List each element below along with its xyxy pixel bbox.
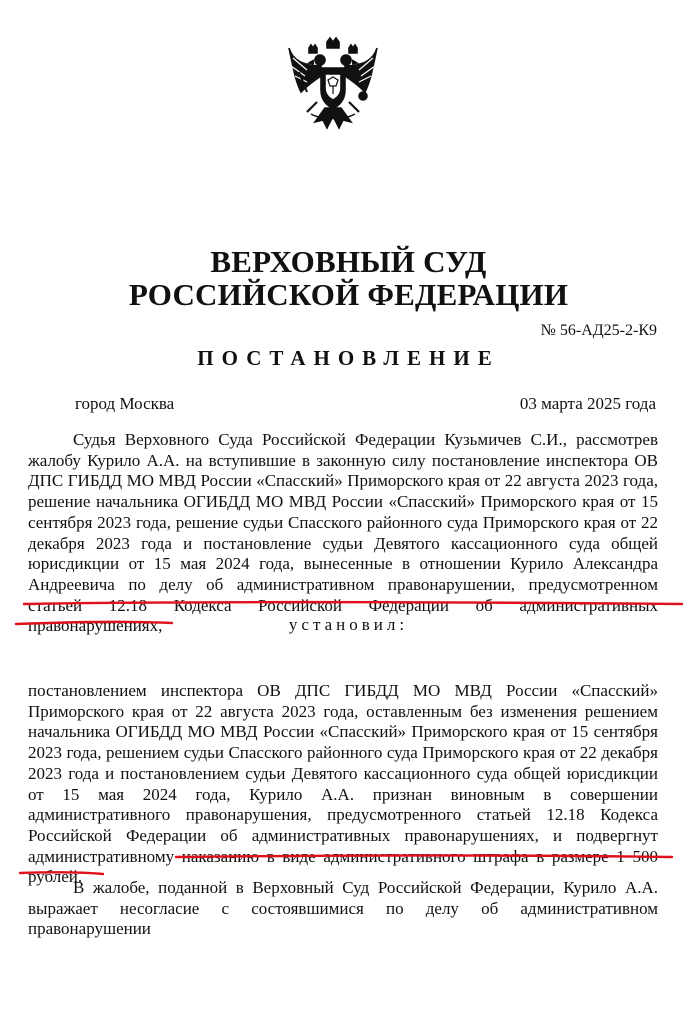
document-type-heading: ПОСТАНОВЛЕНИЕ: [197, 346, 500, 370]
russian-coat-of-arms-icon: [287, 36, 379, 140]
court-title-line-1: ВЕРХОВНЫЙ СУД: [210, 244, 487, 279]
complaint-paragraph: В жалобе, поданной в Верховный Суд Российской Федерации, Курило А.А. выражает несогласие с состоявшимися по делу об административном правонарушении: [28, 878, 658, 939]
case-number: № 56-АД25-2-К9: [540, 322, 657, 339]
city-label: город Москва: [75, 394, 175, 413]
document-date: 03 марта 2025 года: [519, 394, 656, 413]
decision-paragraph: постановлением инспектора ОВ ДПС ГИБДД МО МВД России «Спасский» Приморского края от 22 августа 2023 года, оставленным без изменения решением начальника ОГИБДД МО МВД России «Спасский» Приморского края от 15 сентября 2023 года, решением судьи Спасского районного суда Приморского края от 22 декабря 2023 года и постановлением судьи Девятого кассационного суда общей юрисдикции от 15 мая 2024 года, Курило А.А. признан виновным в совершении административного правонарушения, предусмотренного статьей 12.18 Кодекса Российской Федерации об административных правонарушениях, и подвергнут административному наказанию в виде административного штрафа в размере 1 500 рублей.: [28, 681, 658, 887]
court-title-line-2: РОССИЙСКОЙ ФЕДЕРАЦИИ: [128, 277, 569, 312]
ustanovil-heading: установил:: [288, 615, 409, 634]
intro-paragraph: Судья Верховного Суда Российской Федерации Кузьмичев С.И., рассмотрев жалобу Курило А.А. на вступившие в законную силу постановление инспектора ОВ ДПС ГИБДД МО МВД России «Спасский» Приморского края от 22 августа 2023 года, решение начальника ОГИБДД МО МВД России «Спасский» Приморского края от 15 сентября 2023 года, решение судьи Спасского районного суда Приморского края от 22 декабря 2023 года и постановление судьи Девятого кассационного суда общей юрисдикции от 15 мая 2024 года, вынесенные в отношении Курило Александра Андреевича по делу об административном правонарушении, предусмотренном статьей 12.18 Кодекса Российской Федерации об административных правонарушениях,: [28, 430, 658, 636]
